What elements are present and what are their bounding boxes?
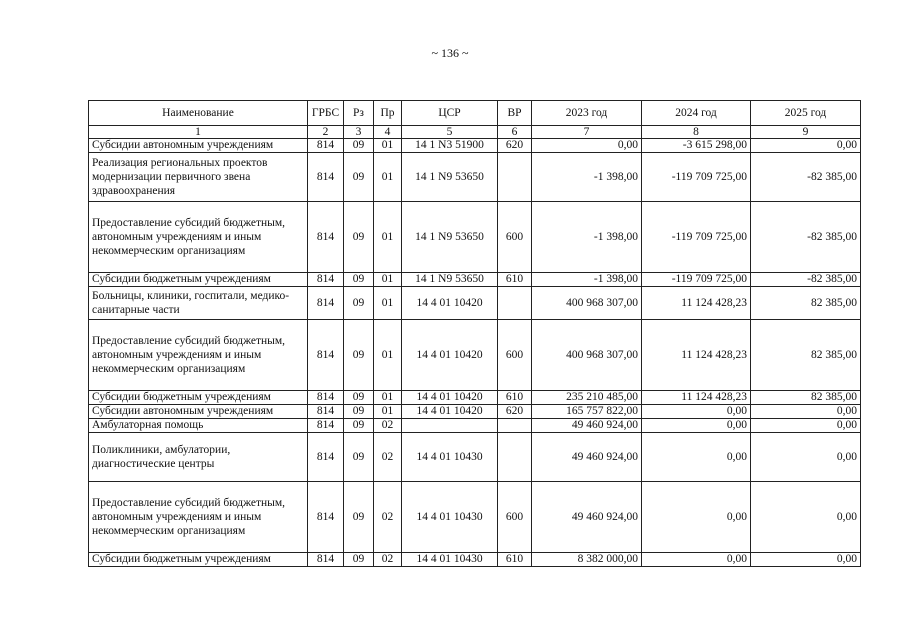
- cell-rz: 09: [344, 391, 374, 405]
- col-number: 4: [374, 126, 402, 139]
- cell-grbs: 814: [308, 139, 344, 153]
- cell-grbs: 814: [308, 433, 344, 482]
- cell-rz: 09: [344, 153, 374, 202]
- cell-pr: 01: [374, 139, 402, 153]
- cell-2024: -119 709 725,00: [642, 273, 751, 287]
- cell-2025: 82 385,00: [751, 391, 861, 405]
- cell-2023: 8 382 000,00: [532, 553, 642, 567]
- cell-vr: [498, 153, 532, 202]
- cell-2025: -82 385,00: [751, 153, 861, 202]
- header-row: [89, 101, 861, 126]
- cell-pr: 01: [374, 320, 402, 391]
- table-row: [89, 273, 861, 287]
- cell-name: Предоставление субсидий бюджетным, автономным учреждениям и иным некоммерческим организациям: [89, 320, 308, 391]
- cell-2025: 0,00: [751, 553, 861, 567]
- cell-name: Субсидии бюджетным учреждениям: [89, 553, 308, 567]
- cell-grbs: 814: [308, 202, 344, 273]
- cell-csr: 14 4 01 10430: [402, 433, 498, 482]
- table-row: [89, 405, 861, 419]
- cell-rz: 09: [344, 273, 374, 287]
- col-header-2025: 2025 год: [751, 101, 861, 126]
- col-number: 9: [751, 126, 861, 139]
- cell-csr: 14 1 N9 53650: [402, 273, 498, 287]
- col-number: 1: [89, 126, 308, 139]
- cell-2025: -82 385,00: [751, 202, 861, 273]
- cell-grbs: 814: [308, 287, 344, 320]
- cell-vr: 600: [498, 202, 532, 273]
- cell-grbs: 814: [308, 273, 344, 287]
- table-row: [89, 202, 861, 273]
- cell-2023: 235 210 485,00: [532, 391, 642, 405]
- col-number: 6: [498, 126, 532, 139]
- cell-csr: 14 4 01 10420: [402, 391, 498, 405]
- col-header-vr: ВР: [498, 101, 532, 126]
- cell-rz: 09: [344, 405, 374, 419]
- cell-2025: 0,00: [751, 419, 861, 433]
- table-row: [89, 482, 861, 553]
- cell-rz: 09: [344, 287, 374, 320]
- cell-pr: 01: [374, 202, 402, 273]
- cell-2023: 49 460 924,00: [532, 433, 642, 482]
- cell-rz: 09: [344, 202, 374, 273]
- cell-name: Предоставление субсидий бюджетным, автономным учреждениям и иным некоммерческим организациям: [89, 202, 308, 273]
- cell-csr: [402, 419, 498, 433]
- cell-name: Реализация региональных проектов модернизации первичного звена здравоохранения: [89, 153, 308, 202]
- table-row: [89, 433, 861, 482]
- cell-vr: 610: [498, 391, 532, 405]
- cell-name: Субсидии автономным учреждениям: [89, 139, 308, 153]
- cell-pr: 02: [374, 433, 402, 482]
- cell-grbs: 814: [308, 320, 344, 391]
- cell-rz: 09: [344, 553, 374, 567]
- col-header-2023: 2023 год: [532, 101, 642, 126]
- cell-2023: 0,00: [532, 139, 642, 153]
- table-row: [89, 553, 861, 567]
- table-row: [89, 419, 861, 433]
- cell-pr: 02: [374, 553, 402, 567]
- cell-vr: 610: [498, 273, 532, 287]
- cell-2024: 0,00: [642, 553, 751, 567]
- cell-name: Больницы, клиники, госпитали, медико-санитарные части: [89, 287, 308, 320]
- cell-rz: 09: [344, 419, 374, 433]
- cell-2025: 82 385,00: [751, 287, 861, 320]
- cell-vr: 600: [498, 482, 532, 553]
- cell-2023: -1 398,00: [532, 273, 642, 287]
- cell-grbs: 814: [308, 405, 344, 419]
- cell-2023: 165 757 822,00: [532, 405, 642, 419]
- cell-2023: 400 968 307,00: [532, 287, 642, 320]
- col-header-csr: ЦСР: [402, 101, 498, 126]
- cell-pr: 01: [374, 273, 402, 287]
- column-number-row: [89, 126, 861, 139]
- cell-rz: 09: [344, 320, 374, 391]
- cell-grbs: 814: [308, 419, 344, 433]
- cell-2025: 0,00: [751, 433, 861, 482]
- cell-pr: 01: [374, 405, 402, 419]
- cell-csr: 14 4 01 10420: [402, 287, 498, 320]
- cell-pr: 02: [374, 419, 402, 433]
- cell-2025: -82 385,00: [751, 273, 861, 287]
- cell-name: Субсидии автономным учреждениям: [89, 405, 308, 419]
- col-number: 8: [642, 126, 751, 139]
- cell-2024: 11 124 428,23: [642, 320, 751, 391]
- cell-2024: 0,00: [642, 433, 751, 482]
- cell-vr: [498, 433, 532, 482]
- cell-name: Субсидии бюджетным учреждениям: [89, 273, 308, 287]
- cell-vr: 600: [498, 320, 532, 391]
- cell-csr: 14 4 01 10430: [402, 553, 498, 567]
- cell-vr: [498, 287, 532, 320]
- cell-2024: 0,00: [642, 482, 751, 553]
- cell-2024: 11 124 428,23: [642, 391, 751, 405]
- col-number: 3: [344, 126, 374, 139]
- cell-csr: 14 4 01 10420: [402, 320, 498, 391]
- cell-2024: -119 709 725,00: [642, 153, 751, 202]
- cell-rz: 09: [344, 433, 374, 482]
- table-row: [89, 287, 861, 320]
- cell-rz: 09: [344, 482, 374, 553]
- table-row: [89, 139, 861, 153]
- cell-2024: 11 124 428,23: [642, 287, 751, 320]
- cell-2024: -3 615 298,00: [642, 139, 751, 153]
- cell-grbs: 814: [308, 553, 344, 567]
- cell-name: Поликлиники, амбулатории, диагностические центры: [89, 433, 308, 482]
- cell-2023: -1 398,00: [532, 202, 642, 273]
- col-number: 2: [308, 126, 344, 139]
- budget-table: [88, 100, 861, 567]
- cell-2024: 0,00: [642, 419, 751, 433]
- cell-2025: 0,00: [751, 482, 861, 553]
- cell-2025: 0,00: [751, 139, 861, 153]
- col-header-name: Наименование: [89, 101, 308, 126]
- table-row: [89, 391, 861, 405]
- cell-pr: 01: [374, 391, 402, 405]
- cell-2023: -1 398,00: [532, 153, 642, 202]
- cell-pr: 02: [374, 482, 402, 553]
- col-header-grbs: ГРБС: [308, 101, 344, 126]
- cell-vr: [498, 419, 532, 433]
- cell-2025: 82 385,00: [751, 320, 861, 391]
- cell-grbs: 814: [308, 153, 344, 202]
- col-header-pr: Пр: [374, 101, 402, 126]
- page-number: ~ 136 ~: [431, 46, 469, 60]
- cell-rz: 09: [344, 139, 374, 153]
- cell-2023: 49 460 924,00: [532, 482, 642, 553]
- col-header-2024: 2024 год: [642, 101, 751, 126]
- col-header-rz: Рз: [344, 101, 374, 126]
- cell-grbs: 814: [308, 391, 344, 405]
- table-row: [89, 320, 861, 391]
- cell-vr: 610: [498, 553, 532, 567]
- cell-vr: 620: [498, 405, 532, 419]
- col-number: 7: [532, 126, 642, 139]
- cell-grbs: 814: [308, 482, 344, 553]
- cell-csr: 14 1 N3 51900: [402, 139, 498, 153]
- cell-pr: 01: [374, 287, 402, 320]
- cell-2023: 400 968 307,00: [532, 320, 642, 391]
- cell-csr: 14 1 N9 53650: [402, 202, 498, 273]
- cell-2023: 49 460 924,00: [532, 419, 642, 433]
- cell-2024: -119 709 725,00: [642, 202, 751, 273]
- cell-vr: 620: [498, 139, 532, 153]
- cell-2024: 0,00: [642, 405, 751, 419]
- col-number: 5: [402, 126, 498, 139]
- cell-pr: 01: [374, 153, 402, 202]
- cell-name: Субсидии бюджетным учреждениям: [89, 391, 308, 405]
- cell-csr: 14 1 N9 53650: [402, 153, 498, 202]
- cell-name: Амбулаторная помощь: [89, 419, 308, 433]
- table-row: [89, 153, 861, 202]
- cell-csr: 14 4 01 10420: [402, 405, 498, 419]
- cell-2025: 0,00: [751, 405, 861, 419]
- cell-name: Предоставление субсидий бюджетным, автономным учреждениям и иным некоммерческим организациям: [89, 482, 308, 553]
- cell-csr: 14 4 01 10430: [402, 482, 498, 553]
